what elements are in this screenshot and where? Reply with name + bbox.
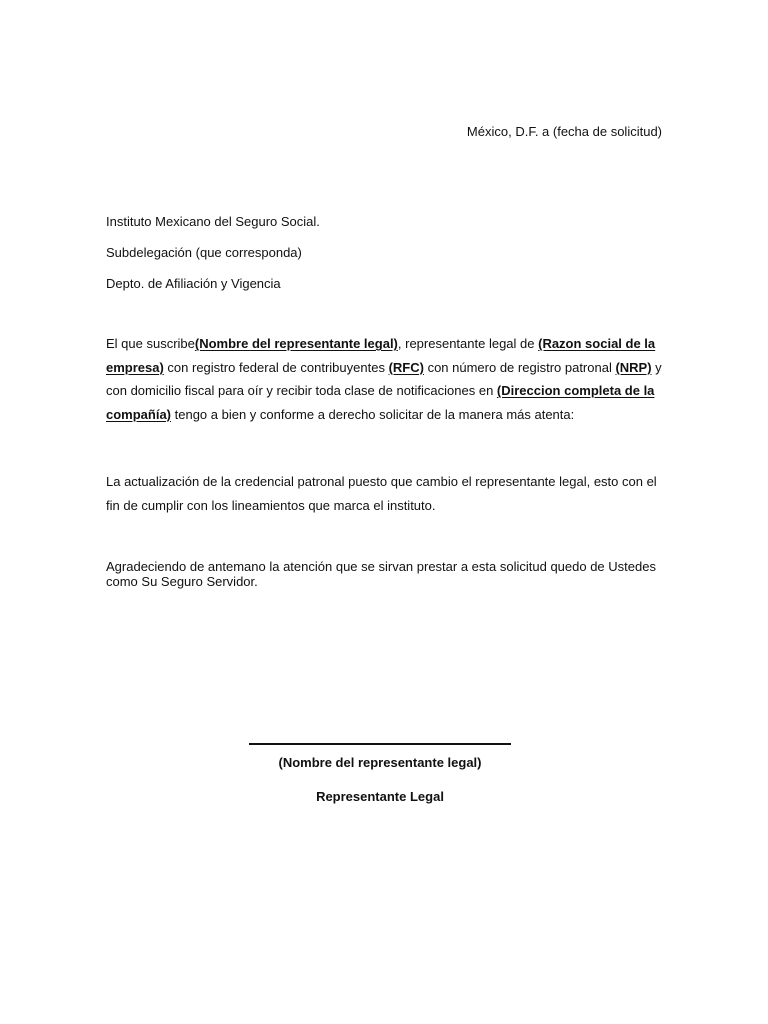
para1-text-1: El que suscribe: [106, 336, 195, 351]
para1-text-6: tengo a bien y conforme a derecho solicitar de la manera más atenta:: [171, 406, 575, 422]
address-placeholder: (Direccion completa de la compañía): [106, 383, 655, 422]
recipient-block: [106, 213, 666, 306]
request-paragraph: [106, 332, 666, 426]
date-line: México, D.F. a (fecha de solicitud): [466, 124, 662, 139]
nrp-placeholder: (NRP): [615, 359, 652, 375]
rep-name-placeholder: (Nombre del representante legal): [194, 336, 398, 351]
signature-line: [249, 743, 511, 745]
signature-role: Representante Legal: [316, 789, 444, 804]
update-paragraph: La actualización de la credencial patronal puesto que cambio el representante legal, esto con el fin de cumplir con los lineamientos que marca el instituto.: [106, 474, 657, 513]
signature-name: (Nombre del representante legal): [278, 755, 482, 770]
para1-text-3: con registro federal de contribuyentes: [163, 359, 389, 375]
para1-text-2: , representante legal de: [397, 336, 539, 351]
closing-paragraph: Agradeciendo de antemano la atención que se sirvan prestar a esta solicitud quedo de Ustedes como Su Seguro Servidor.: [106, 559, 656, 589]
rfc-placeholder: (RFC): [388, 359, 424, 375]
recipient-institution: Instituto Mexicano del Seguro Social.: [106, 214, 320, 229]
recipient-subdelegation: Subdelegación (que corresponda): [106, 245, 302, 260]
company-name-placeholder: (Razon social de la empresa): [106, 336, 656, 375]
recipient-department: Depto. de Afiliación y Vigencia: [106, 276, 281, 291]
para1-text-4: con número de registro patronal: [423, 359, 616, 375]
para1-text-5: y con domicilio fiscal para oír y recibir toda clase de notificaciones en: [106, 359, 662, 398]
